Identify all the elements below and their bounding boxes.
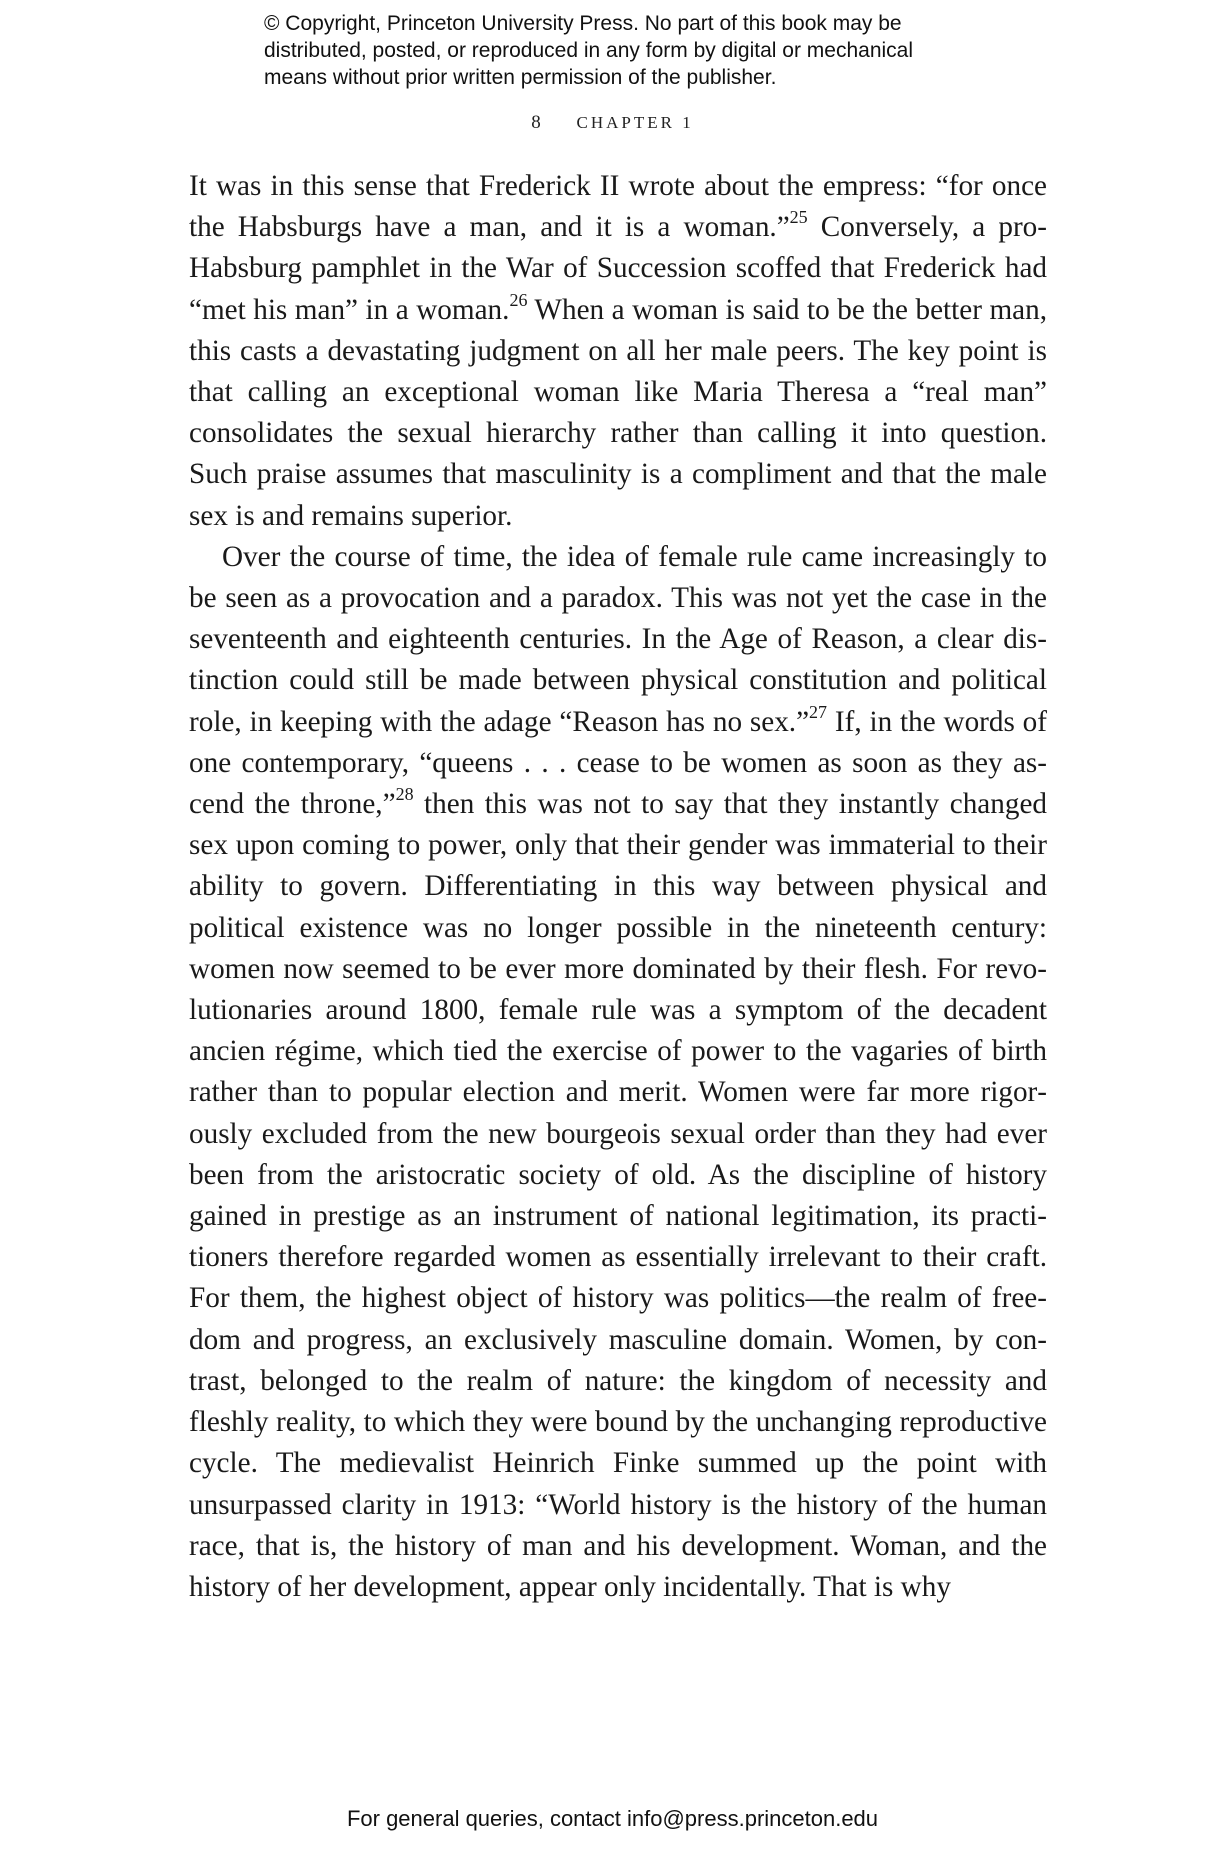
footnote-ref: 28 (395, 784, 414, 805)
paragraph (189, 537, 1047, 1608)
running-head (0, 112, 1225, 134)
paragraph (189, 166, 1047, 537)
footer-contact: For general queries, contact info@press.princeton.edu (346, 1806, 879, 1831)
footnote-ref: 25 (789, 207, 808, 228)
chapter-title: CHAPTER 1 (576, 113, 694, 132)
paragraph-text: Conversely, a pro-Habsburg pamphlet in the War of Succession scoffed that Frederick had “met his man” in a woman. (189, 211, 1047, 326)
copyright-line: © Copyright, Princeton University Press. No part of this book may be (264, 12, 902, 35)
page-number: 8 (531, 112, 542, 133)
footnote-ref: 26 (509, 289, 528, 310)
copyright-line: distributed, posted, or reproduced in any form by digital or mechanical (264, 39, 914, 62)
paragraph-text: Over the course of time, the idea of female rule came increasingly to be seen as a provocation and a paradox. This was not yet the case in the seventeenth and eighteenth centuries. In the Age of Reason, a clear distinction could still be made between physical constitution and political role, in keeping with the adage “Reason has no sex.” (189, 540, 1047, 738)
copyright-line: means without prior written permission of the publisher. (264, 66, 777, 89)
paragraph-text: then this was not to say that they instantly changed sex upon coming to power, only that their gender was immaterial to their ability to govern. Differentiating in this way between physical and political existence was no longer possible in the nineteenth century: women now seemed to be ever more dominated by their flesh. For revolutionaries around 1800, female rule was a symptom of the decadent ancien régime, which tied the exercise of power to the vagaries of birth rather than to popular election and merit. Women were far more rigorously excluded from the new bourgeois sexual order than they had ever been from the aristocratic society of old. As the discipline of history gained in prestige as an instrument of national legitimation, its practitioners therefore regarded women as essentially irrelevant to their craft. For them, the highest object of history was politics—the realm of freedom and progress, an exclusively masculine domain. Women, by contrast, belonged to the realm of nature: the kingdom of necessity and fleshly reality, to which they were bound by the unchanging reproductive cycle. The medievalist Heinrich Finke summed up the point with unsurpassed clarity in 1913: “World history is the history of the human race, that is, the history of man and his development. Woman, and the history of her development, appear only incidentally. That is why (189, 788, 1047, 1603)
paragraph-text: It was in this sense that Frederick II wrote about the empress: “for once the Habsburgs have a man, and it is a woman.” (189, 170, 1047, 244)
footnote-ref: 27 (809, 701, 828, 722)
copyright-notice (264, 10, 1024, 91)
body-text (189, 166, 1047, 1608)
paragraph-text: If, in the words of one contemporary, “queens . . . cease to be women as soon as they ascend the throne,” (189, 705, 1047, 821)
paragraph-text: When a woman is said to be the better man, this casts a devastating judgment on all her male peers. The key point is that calling an exceptional woman like Maria Theresa a “real man” consolidates the sexual hierarchy rather than calling it into question. Such praise assumes that masculinity is a compliment and that the male sex is and remains superior. (189, 293, 1047, 532)
